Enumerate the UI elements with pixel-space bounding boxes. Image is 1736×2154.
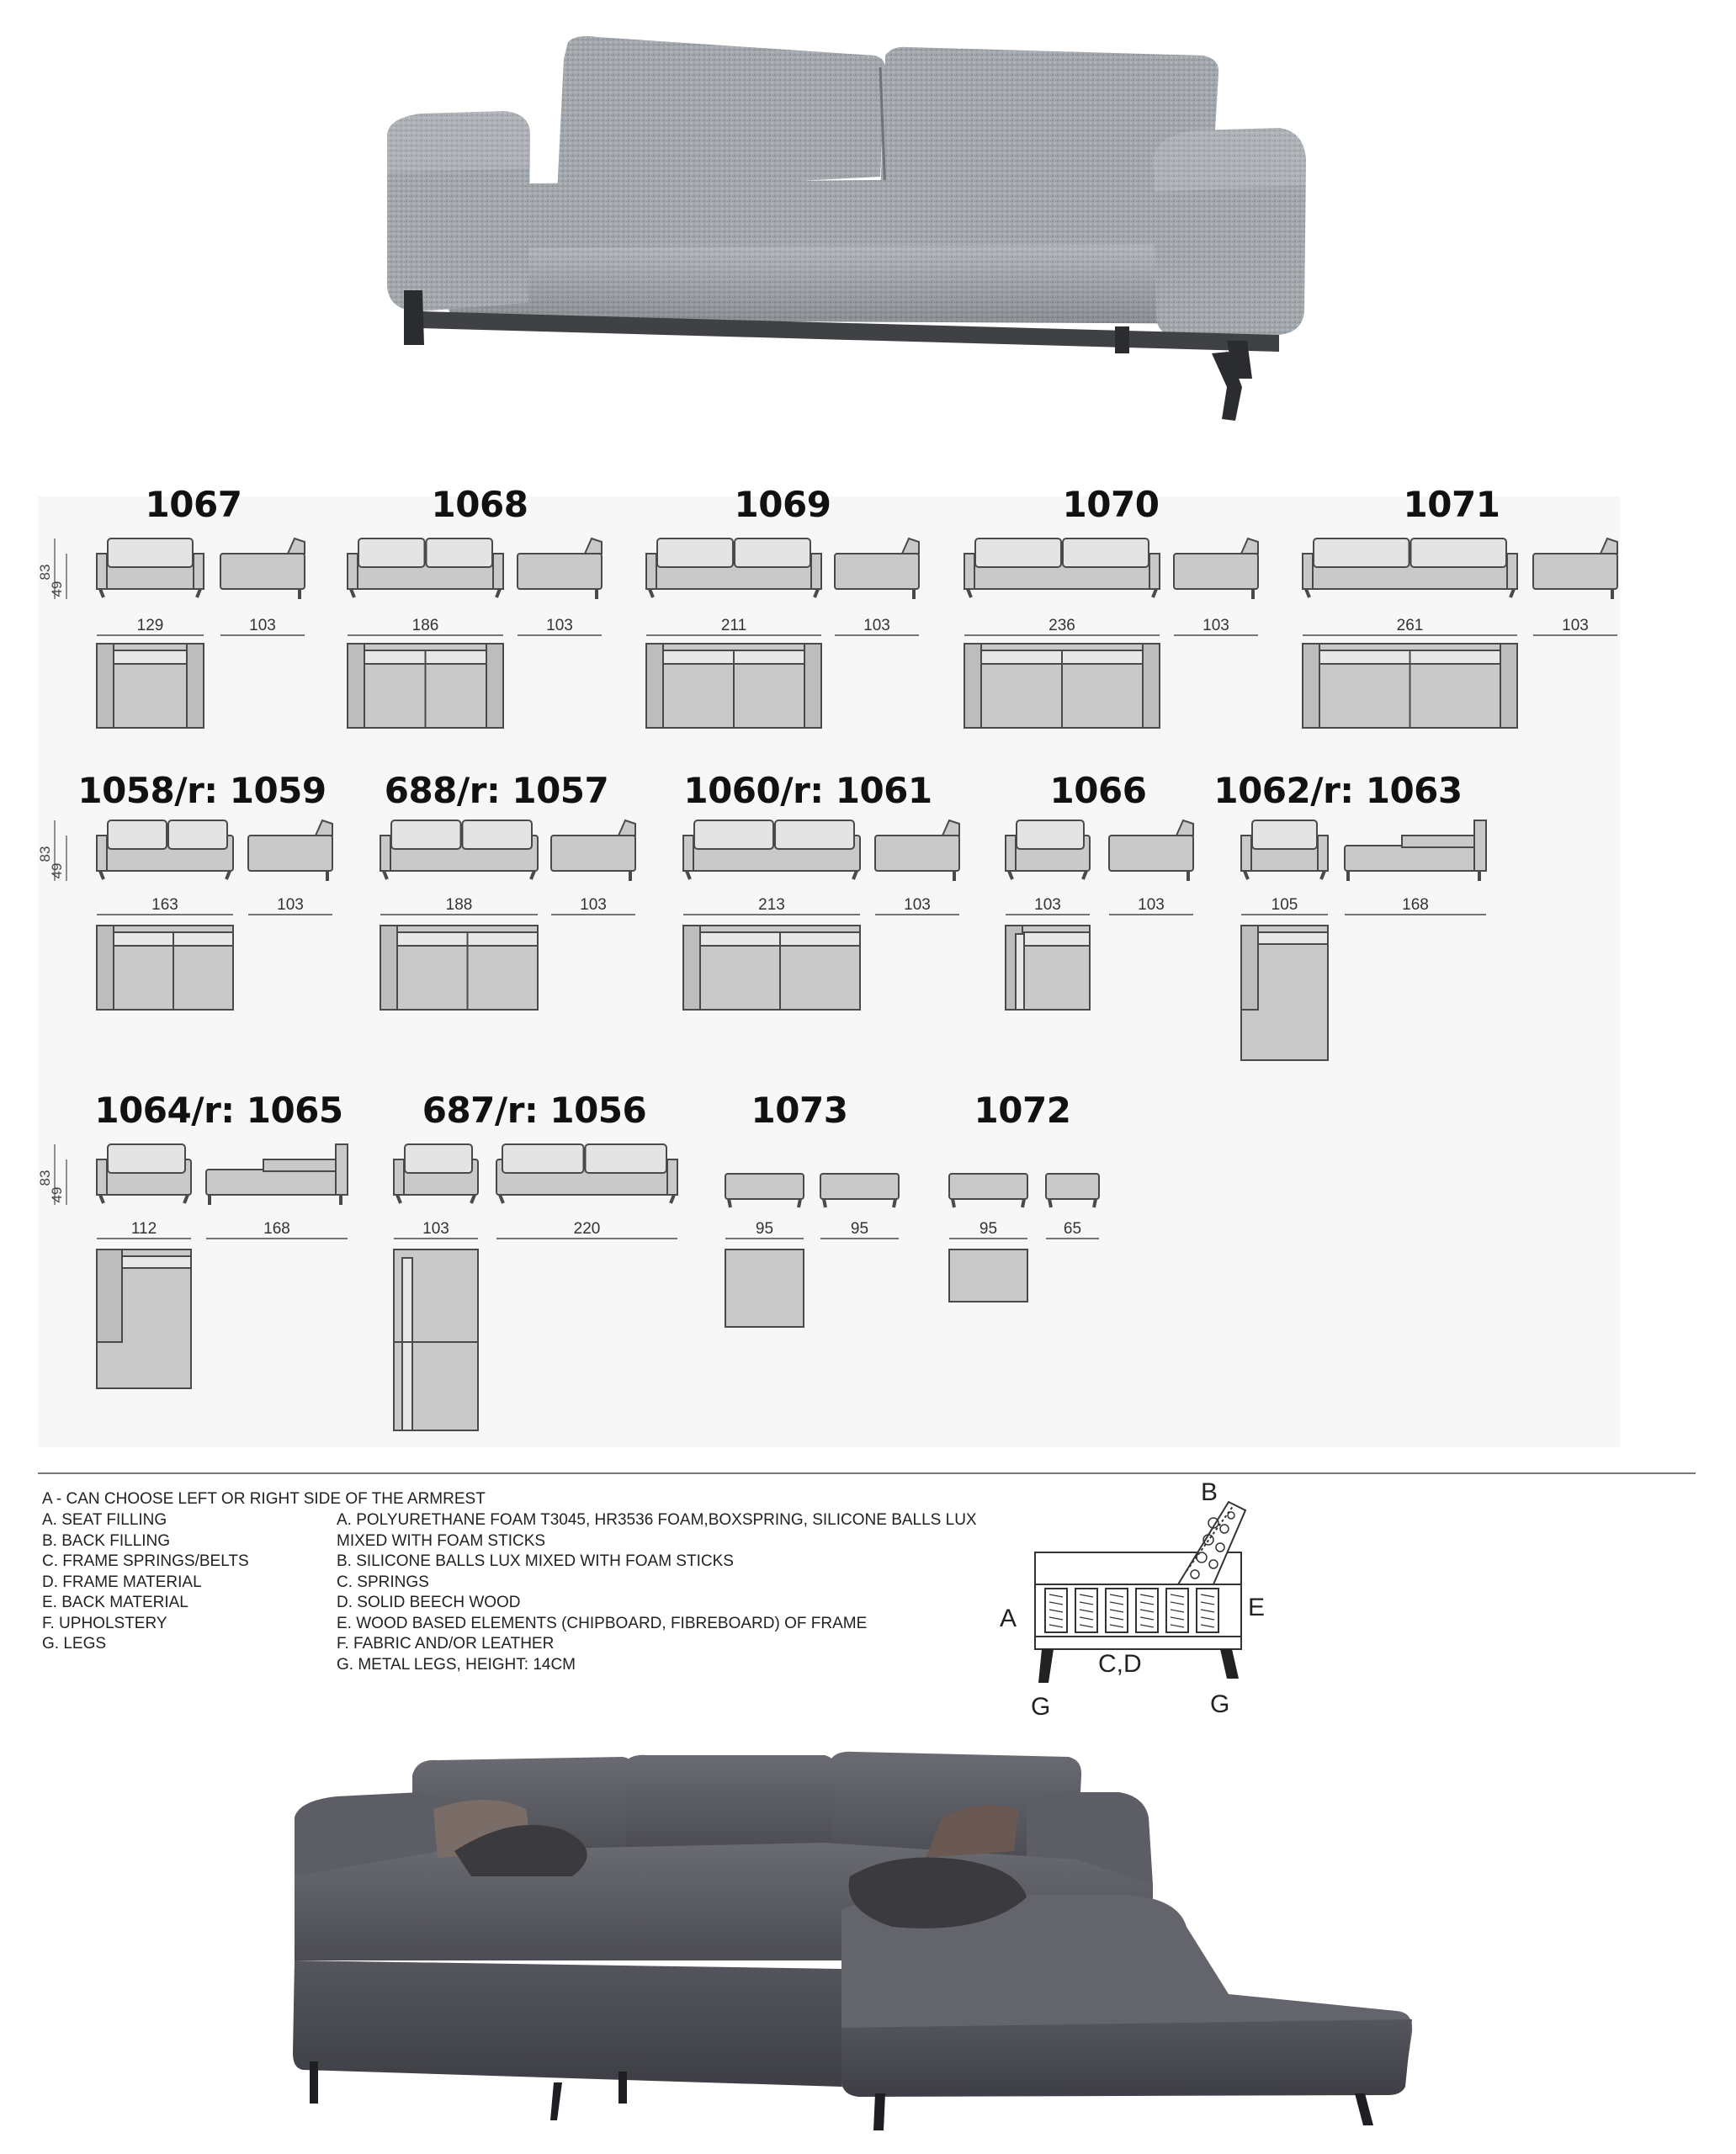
- dimension-label: 105: [1271, 896, 1298, 914]
- dimension-label: 103: [1562, 617, 1589, 634]
- leg: [226, 871, 230, 879]
- armrest: [194, 554, 204, 589]
- model-title: 1058/r: 1059: [77, 770, 326, 811]
- chaise-side-view: [1345, 846, 1486, 871]
- dimension-label: 236: [1049, 617, 1075, 634]
- height-label: 83: [37, 846, 53, 862]
- chaise-back: [263, 1159, 337, 1171]
- pouf-plan-view: [725, 1249, 804, 1327]
- leg: [1321, 871, 1325, 879]
- legend-value: D. SOLID BEECH WOOD: [337, 1594, 521, 1611]
- armrest: [97, 836, 107, 871]
- dimension-label: 261: [1396, 617, 1424, 634]
- model-title: 1073: [751, 1090, 848, 1131]
- model-title: 1062/r: 1063: [1213, 770, 1463, 811]
- dimension-label: 112: [130, 1220, 157, 1238]
- leg: [531, 871, 534, 879]
- leg: [968, 589, 971, 597]
- dimension-label: 220: [573, 1220, 601, 1238]
- model-title: 1069: [734, 484, 831, 525]
- backrest: [1241, 538, 1258, 554]
- backrest: [288, 538, 305, 554]
- dimension-label: 211: [720, 617, 747, 634]
- backrest: [585, 538, 602, 554]
- dimension-label: 103: [1034, 896, 1061, 914]
- armrest-plan: [683, 926, 700, 1010]
- back-cushion: [586, 1144, 667, 1173]
- armrest: [1474, 820, 1486, 871]
- leg: [894, 1199, 895, 1207]
- bottom-sofa-photo: [286, 1750, 1414, 2146]
- armrest: [1006, 836, 1016, 871]
- armrest: [964, 554, 974, 589]
- corner-back-plan: [402, 1258, 412, 1430]
- label-e: E: [1248, 1594, 1266, 1621]
- leg: [650, 589, 653, 597]
- leg: [184, 1195, 188, 1203]
- leg: [799, 1199, 800, 1207]
- leg: [100, 871, 104, 879]
- backrest: [316, 820, 332, 836]
- height-label: 83: [37, 564, 53, 581]
- legend-value: A. POLYURETHANE FOAM T3045, HR3536 FOAM,BOXSPRING, SILICONE BALLS LUX: [337, 1511, 977, 1529]
- height-label: 83: [37, 1170, 53, 1186]
- dimension-label: 95: [979, 1220, 998, 1238]
- back-cushion: [108, 538, 193, 567]
- leg: [687, 871, 690, 879]
- armrest-plan: [1143, 644, 1160, 728]
- dimension-label: 168: [1402, 896, 1429, 914]
- back-plan: [1022, 932, 1090, 946]
- dimension-label: 168: [263, 1220, 290, 1238]
- armrest: [97, 554, 107, 589]
- back-plan: [1258, 932, 1328, 944]
- cross-section-diagram: [993, 1477, 1296, 1721]
- back-cushion: [391, 820, 461, 849]
- armrest: [336, 1144, 348, 1195]
- armrest-plan: [804, 644, 821, 728]
- back-cushion: [108, 1144, 185, 1173]
- divider: [38, 1472, 1696, 1474]
- leg: [824, 1199, 826, 1207]
- armrest: [1318, 836, 1328, 871]
- back-cushion: [657, 538, 733, 567]
- label-g-left: G: [1031, 1693, 1051, 1721]
- armrest: [667, 1159, 677, 1195]
- dimension-label: 188: [445, 896, 473, 914]
- back-cushion: [168, 820, 227, 849]
- back-cushion: [358, 538, 425, 567]
- armrest-plan: [348, 644, 364, 728]
- leg: [1245, 871, 1248, 879]
- armrest-plan: [1303, 644, 1319, 728]
- legend-key: G. LEGS: [42, 1635, 107, 1653]
- seat-height-label: 49: [49, 862, 65, 879]
- armrest-plan: [380, 926, 397, 1010]
- back-cushion: [1063, 538, 1149, 567]
- leg: [397, 1195, 401, 1203]
- armrest-plan: [1241, 926, 1258, 1010]
- backrest: [942, 820, 959, 836]
- legend-value: C. SPRINGS: [337, 1573, 429, 1591]
- legend-key: D. FRAME MATERIAL: [42, 1573, 202, 1591]
- model-title: 1067: [145, 484, 242, 525]
- leg: [351, 589, 354, 597]
- leg: [815, 589, 818, 597]
- pouf-plan-view: [949, 1249, 1027, 1302]
- armrest: [348, 554, 358, 589]
- back-cushion: [1314, 538, 1410, 567]
- back-cushion: [502, 1144, 584, 1173]
- back-cushion: [975, 538, 1061, 567]
- seat-height-label: 49: [49, 581, 65, 597]
- leg: [1510, 589, 1514, 597]
- corner-back-plan: [1016, 934, 1024, 1010]
- module-side-view: [551, 836, 635, 871]
- armrest-plan: [964, 644, 981, 728]
- armrest-plan: [1500, 644, 1517, 728]
- model-title: 1068: [431, 484, 528, 525]
- dimension-label: 103: [546, 617, 573, 634]
- dimension-label: 163: [151, 896, 178, 914]
- module-side-view: [518, 554, 602, 589]
- model-title: 1071: [1403, 484, 1500, 525]
- back-cushion: [405, 1144, 472, 1173]
- module-side-view: [248, 836, 332, 871]
- backrest: [1601, 538, 1617, 554]
- module-side-view: [220, 554, 305, 589]
- module-side-view: [835, 554, 919, 589]
- model-title: 1072: [974, 1090, 1071, 1131]
- label-b: B: [1201, 1478, 1218, 1506]
- armrest: [380, 836, 390, 871]
- leg: [100, 1195, 104, 1203]
- legend-keys: [42, 1510, 249, 1655]
- leg: [1009, 871, 1012, 879]
- pouf-front-view: [1046, 1174, 1099, 1199]
- model-title: 1066: [1049, 770, 1147, 811]
- armrest: [1149, 554, 1160, 589]
- leg: [1306, 589, 1309, 597]
- back-cushion: [775, 820, 854, 849]
- pouf-front-view: [949, 1174, 1027, 1199]
- leg: [1083, 871, 1086, 879]
- back-plan: [114, 650, 187, 664]
- armrest: [1241, 836, 1251, 871]
- back-cushion: [735, 538, 810, 567]
- pouf-front-view: [820, 1174, 899, 1199]
- dimension-label: 213: [758, 896, 785, 914]
- armrest-plan: [97, 644, 114, 728]
- leg: [953, 1199, 954, 1207]
- armrest-plan: [97, 1249, 122, 1342]
- module-side-view: [875, 836, 959, 871]
- armrest: [1303, 554, 1313, 589]
- chaise-back: [1402, 836, 1476, 847]
- back-cushion: [427, 538, 493, 567]
- dimension-label: 95: [850, 1220, 869, 1238]
- chaise-side-view: [206, 1170, 348, 1195]
- back-cushion: [1017, 820, 1084, 849]
- pouf-front-view: [725, 1174, 804, 1199]
- legend-key: B. BACK FILLING: [42, 1531, 171, 1550]
- dimension-label: 103: [863, 617, 890, 634]
- dimension-label: 65: [1063, 1220, 1082, 1238]
- dimension-label: 103: [580, 896, 607, 914]
- legend-value: E. WOOD BASED ELEMENTS (CHIPBOARD, FIBREBOARD) OF FRAME: [337, 1614, 868, 1632]
- model-title: 688/r: 1057: [384, 770, 609, 811]
- leg: [671, 1195, 674, 1203]
- armrest: [646, 554, 656, 589]
- legend-value: F. FABRIC AND/OR LEATHER: [337, 1635, 555, 1653]
- backrest: [618, 820, 635, 836]
- leg: [197, 589, 200, 597]
- dimension-label: 129: [136, 617, 164, 634]
- armrest-plan: [187, 644, 204, 728]
- leg: [1094, 1199, 1096, 1207]
- dimension-label: 103: [1138, 896, 1165, 914]
- back-cushion: [1411, 538, 1507, 567]
- armrest: [683, 836, 693, 871]
- module-side-view: [1533, 554, 1617, 589]
- leg: [853, 871, 857, 879]
- leg: [496, 589, 500, 597]
- model-title: 1064/r: 1065: [94, 1090, 343, 1131]
- armrest-note: A - CAN CHOOSE LEFT OR RIGHT SIDE OF THE ARMREST: [42, 1490, 486, 1508]
- dimension-label: 103: [277, 896, 304, 914]
- backrest: [1176, 820, 1193, 836]
- legend-values: [337, 1510, 977, 1675]
- dimension-label: 103: [1202, 617, 1229, 634]
- armrest-plan: [646, 644, 663, 728]
- label-a: A: [1000, 1605, 1017, 1632]
- back-cushion: [463, 820, 533, 849]
- armrest: [811, 554, 821, 589]
- leg: [1049, 1199, 1051, 1207]
- legend-key: E. BACK MATERIAL: [42, 1594, 188, 1611]
- dimension-label: 103: [422, 1220, 449, 1238]
- legend-key: A. SEAT FILLING: [42, 1511, 167, 1529]
- legend-value: G. METAL LEGS, HEIGHT: 14CM: [337, 1655, 576, 1674]
- model-title: 687/r: 1056: [422, 1090, 647, 1131]
- back-cushion: [1252, 820, 1317, 849]
- armrest-plan: [97, 926, 114, 1010]
- leg: [1153, 589, 1156, 597]
- leg: [384, 871, 387, 879]
- label-cd: C,D: [1098, 1650, 1142, 1678]
- backrest: [902, 538, 919, 554]
- leg: [1022, 1199, 1024, 1207]
- dimension-label: 103: [904, 896, 931, 914]
- dimension-label: 186: [411, 617, 439, 634]
- leg: [471, 1195, 475, 1203]
- back-cushion: [108, 820, 167, 849]
- armrest: [394, 1159, 404, 1195]
- armrest: [97, 1159, 107, 1195]
- legend-value: MIXED WITH FOAM STICKS: [337, 1531, 546, 1550]
- legend-value: B. SILICONE BALLS LUX MIXED WITH FOAM STICKS: [337, 1552, 734, 1570]
- model-title: 1070: [1062, 484, 1160, 525]
- module-side-view: [1109, 836, 1193, 871]
- leg: [500, 1195, 503, 1203]
- back-plan: [122, 1256, 191, 1268]
- dimension-label: 103: [249, 617, 276, 634]
- model-title: 1060/r: 1061: [683, 770, 932, 811]
- dimension-label: 95: [755, 1220, 774, 1238]
- leg: [100, 589, 104, 597]
- label-g-right: G: [1210, 1690, 1230, 1718]
- seat-height-label: 49: [49, 1186, 65, 1203]
- armrest: [1507, 554, 1517, 589]
- armrest-plan: [486, 644, 503, 728]
- leg: [729, 1199, 730, 1207]
- armrest: [493, 554, 503, 589]
- module-side-view: [1174, 554, 1258, 589]
- legend-key: C. FRAME SPRINGS/BELTS: [42, 1552, 249, 1570]
- back-cushion: [694, 820, 773, 849]
- legend-key: F. UPHOLSTERY: [42, 1614, 167, 1632]
